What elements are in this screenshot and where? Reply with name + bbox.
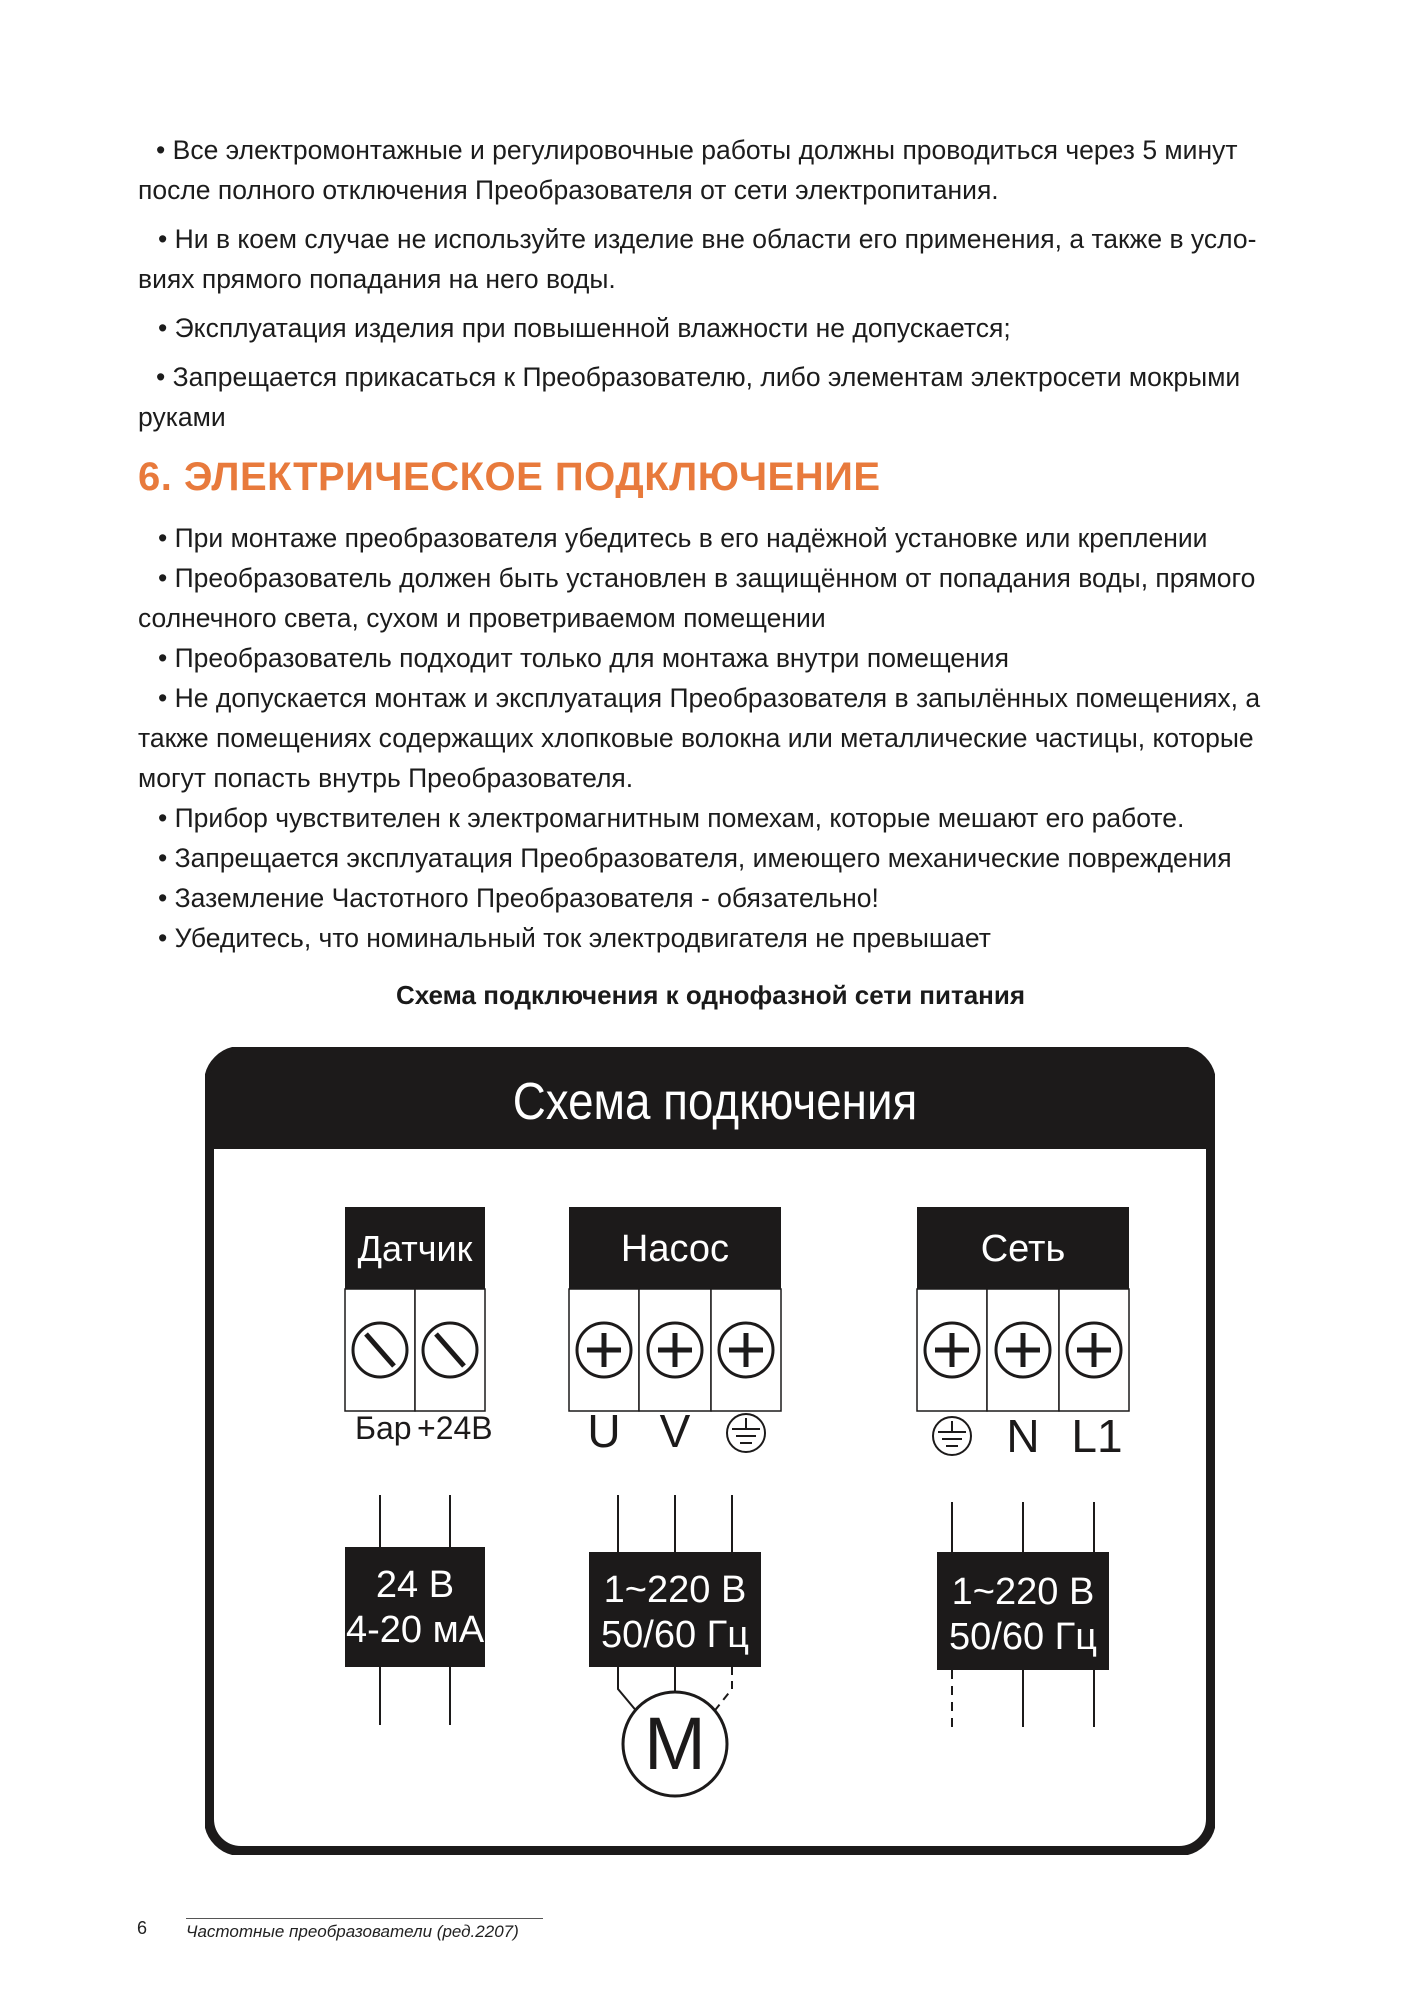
mains-terminal-block [917, 1207, 1129, 1411]
motor-icon [623, 1692, 727, 1796]
sensor-spec-line-1: 24 В [375, 1564, 455, 1606]
ground-icon [933, 1417, 971, 1455]
section-paragraph-3: • Преобразователь подходит только для монтажа внутри помещения [158, 643, 1009, 673]
diagram-title: Схема подкючения [512, 1073, 918, 1131]
footer-document-title: Частотные преобразователи (ред.2207) [186, 1922, 519, 1941]
mains-spec-line-1: 1~220 В [951, 1571, 1095, 1613]
figure-caption: Схема подключения к однофазной сети питания [395, 980, 1026, 1010]
pump-label-u: U [587, 1405, 621, 1457]
cross-screw-icon [719, 1323, 773, 1377]
wiring-diagram [205, 1047, 1215, 1855]
intro-paragraph-2: • Ни в коем случае не используйте изделие вне области его применения, а также в усло- виях прямого попадания на него воды. [138, 224, 1257, 294]
sensor-spec-line-2: 4-20 мА [345, 1609, 485, 1651]
sensor-label-bar: Бар [355, 1410, 412, 1446]
cross-screw-icon [577, 1323, 631, 1377]
ground-icon [727, 1414, 765, 1452]
sensor-label-24v: +24В [417, 1410, 493, 1446]
pump-header: Насос [620, 1228, 730, 1270]
section-paragraph-8: • Убедитесь, что номинальный ток электродвигателя не превышает [158, 923, 991, 953]
cross-screw-icon [996, 1323, 1050, 1377]
mains-spec-line-2: 50/60 Гц [949, 1616, 1097, 1658]
section-paragraph-6: • Запрещается эксплуатация Преобразователя, имеющего механические повреждения [158, 843, 1232, 873]
cross-screw-icon [648, 1323, 702, 1377]
sensor-header: Датчик [357, 1228, 473, 1269]
slot-screw-icon [423, 1323, 477, 1377]
slot-screw-icon [353, 1323, 407, 1377]
pump-spec-line-1: 1~220 В [603, 1569, 747, 1611]
cross-screw-icon [925, 1323, 979, 1377]
page-number: 6 [137, 1918, 148, 1938]
mains-label-n: N [1006, 1410, 1040, 1462]
motor-label: M [644, 1702, 706, 1785]
sensor-terminal-block [345, 1207, 491, 1411]
section-paragraph-2: • Преобразователь должен быть установлен в защищённом от попадания воды, прямого солнечного света, сухом и проветриваемом помещении [138, 563, 1256, 633]
section-6-body [138, 518, 1288, 958]
intro-paragraph-4: • Запрещается прикасаться к Преобразователю, либо элементам электросети мокрыми руками [138, 362, 1241, 432]
mains-label-l1: L1 [1071, 1410, 1123, 1462]
mains-header: Сеть [980, 1228, 1066, 1270]
section-paragraph-4: • Не допускается монтаж и эксплуатация Преобразователя в запылённых помещениях, а также помещениях содержащих хлопковые волокна или металлические частицы, которые могут попасть внутрь Преобразователя. [138, 683, 1261, 793]
pump-label-v: V [659, 1405, 691, 1457]
pump-terminal-block [569, 1207, 781, 1411]
intro-paragraph-1: • Все электромонтажные и регулировочные работы должны проводиться через 5 минут после полного отключения Преобразователя от сети электропитания. [138, 135, 1238, 205]
section-paragraph-7: • Заземление Частотного Преобразователя - обязательно! [158, 883, 879, 913]
intro-paragraph-3: • Эксплуатация изделия при повышенной влажности не допускается; [158, 313, 1011, 343]
pump-spec-line-2: 50/60 Гц [601, 1614, 749, 1656]
section-paragraph-5: • Прибор чувствителен к электромагнитным помехам, которые мешают его работе. [158, 803, 1185, 833]
footer-rule [186, 1918, 543, 1919]
section-title: 6. ЭЛЕКТРИЧЕСКОЕ ПОДКЛЮЧЕНИЕ [138, 455, 881, 499]
intro-section [138, 130, 1288, 446]
section-paragraph-1: • При монтаже преобразователя убедитесь в его надёжной установке или креплении [158, 523, 1208, 553]
cross-screw-icon [1067, 1323, 1121, 1377]
